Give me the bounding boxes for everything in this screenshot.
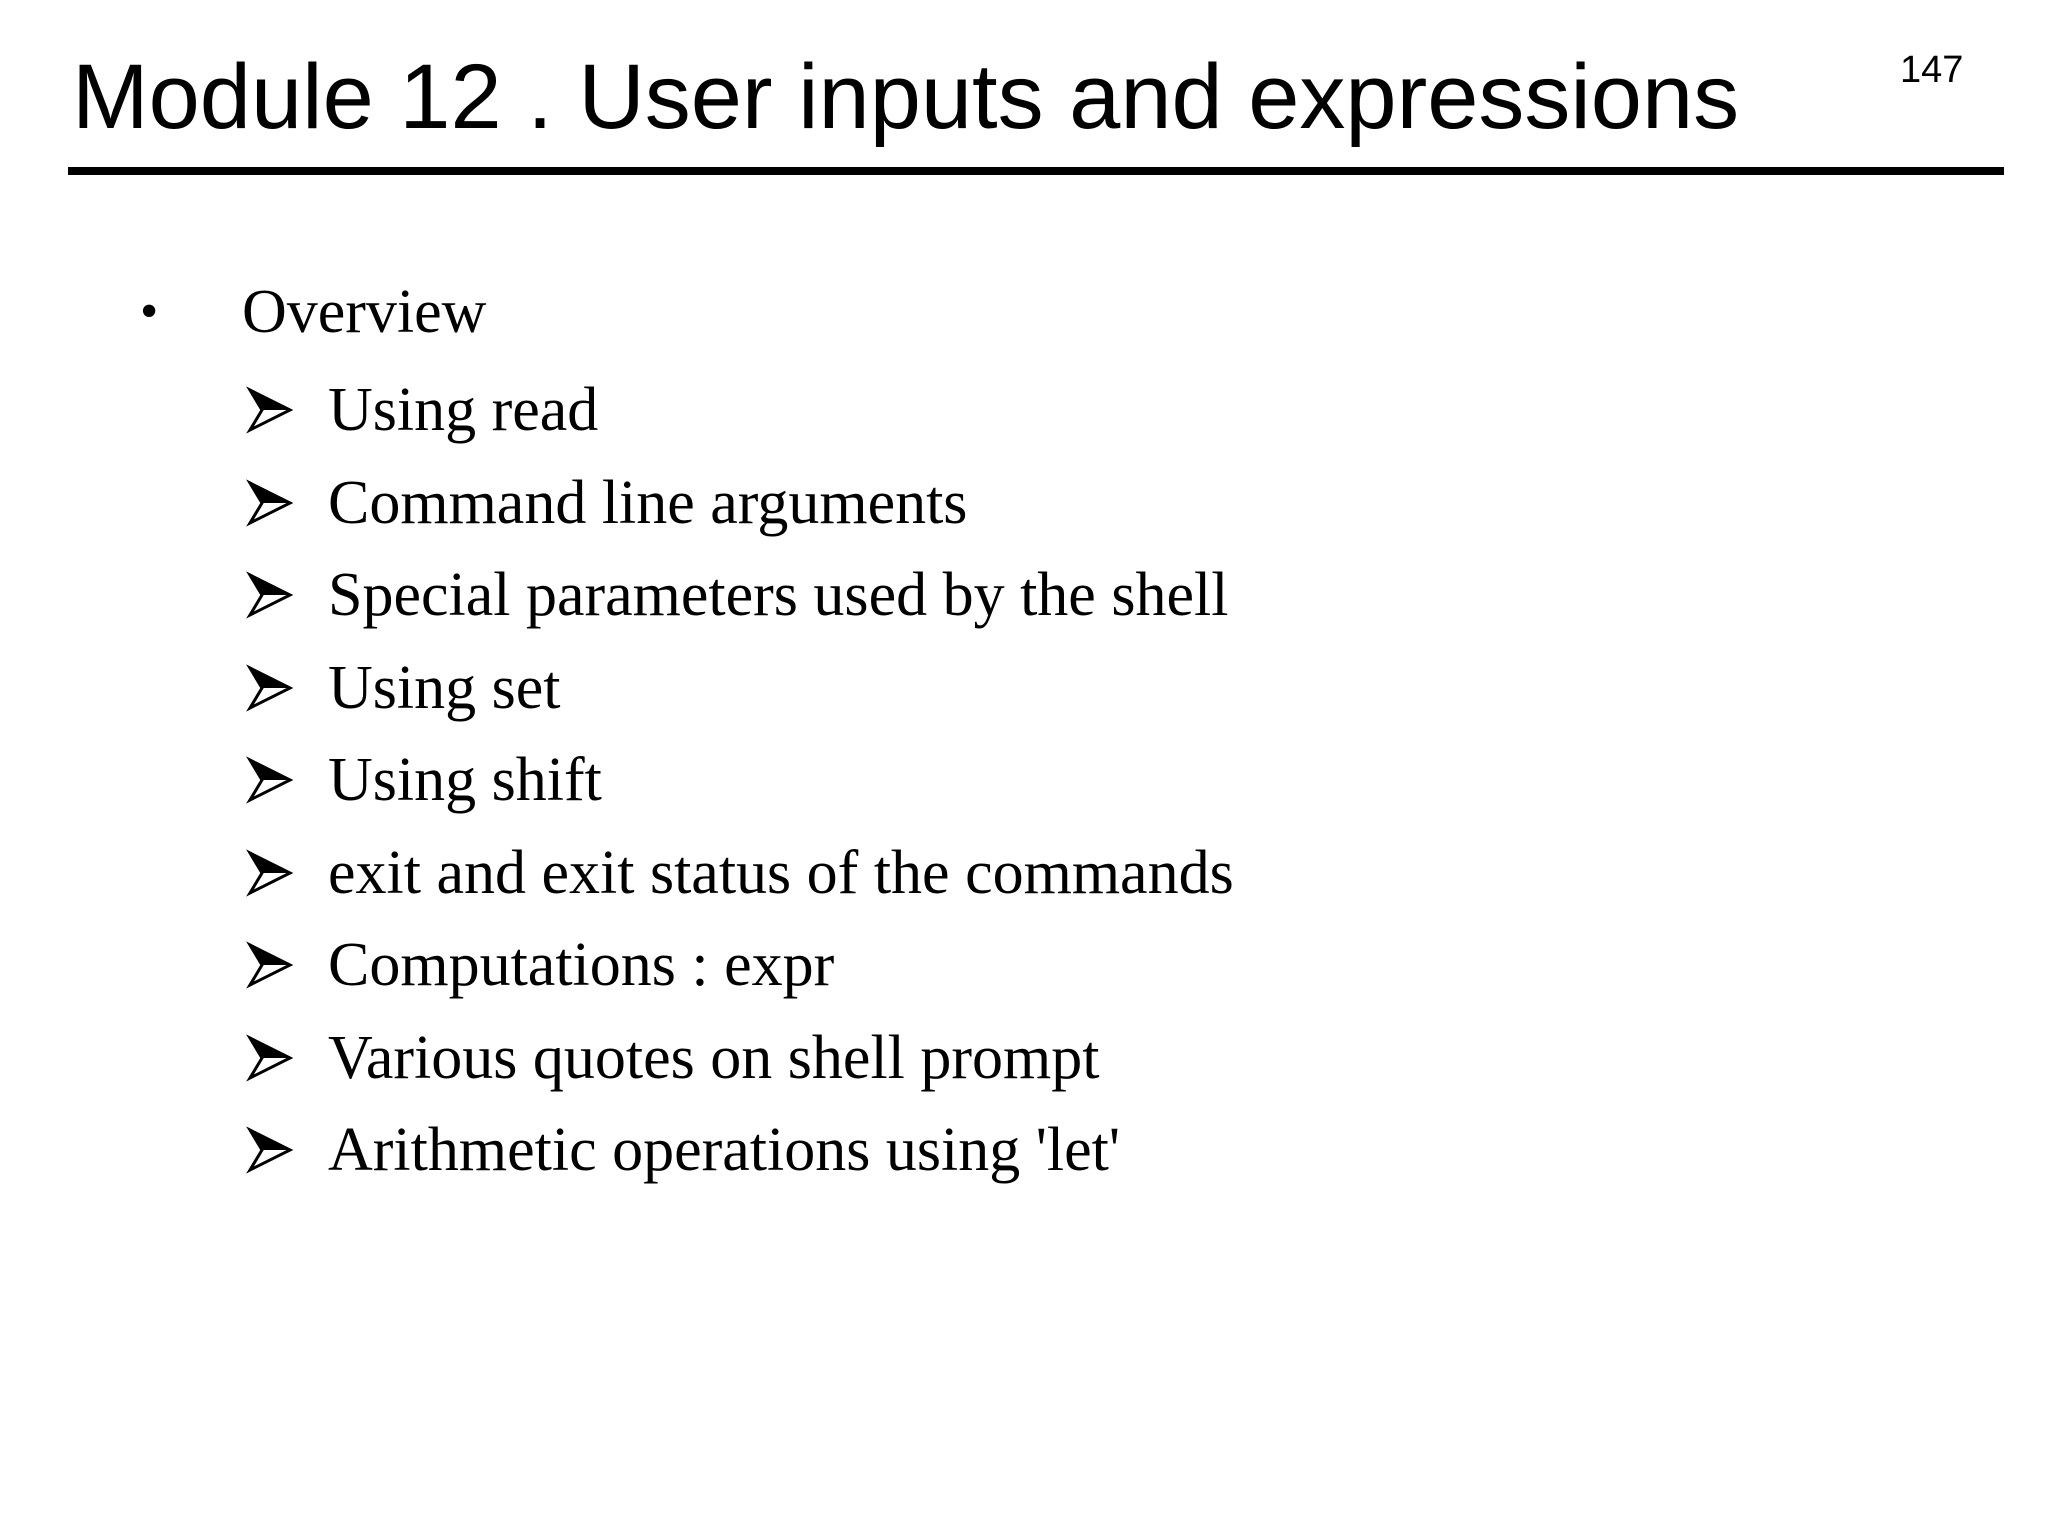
title-divider [68, 167, 2004, 175]
arrow-bullet-icon [246, 833, 328, 913]
sub-list-item-label: Using shift [328, 746, 602, 815]
sub-bullet-list [246, 364, 1234, 1197]
arrow-bullet-icon [246, 740, 328, 820]
arrow-bullet-icon [246, 648, 328, 728]
sub-list-item-label: exit and exit status of the commands [328, 838, 1234, 907]
arrow-bullet-icon [246, 370, 328, 450]
sub-list-item-label: Using set [328, 653, 561, 722]
sub-list-item-label: Using read [328, 376, 599, 445]
bullet-label: Overview [242, 278, 487, 346]
arrow-bullet-icon [246, 555, 328, 635]
sub-list-item-label: Various quotes on shell prompt [328, 1023, 1100, 1092]
slide-title: Module 12 . User inputs and expressions [72, 46, 1740, 148]
sub-list-item [246, 827, 1234, 920]
sub-list-item-label: Computations : expr [328, 931, 835, 1000]
sub-list-item-label: Special parameters used by the shell [328, 561, 1229, 630]
sub-list-item-label: Arithmetic operations using 'let' [328, 1116, 1121, 1185]
sub-list-item [246, 457, 1234, 550]
sub-list-item [246, 364, 1234, 457]
sub-list-item-label: Command line arguments [328, 468, 968, 537]
sub-list-item [246, 1104, 1234, 1197]
arrow-bullet-icon [246, 1110, 328, 1190]
arrow-bullet-icon [246, 1018, 328, 1098]
sub-list-item [246, 734, 1234, 827]
bullet-dot-icon: • [140, 283, 159, 340]
arrow-bullet-icon [246, 463, 328, 543]
arrow-bullet-icon [246, 925, 328, 1005]
sub-list-item [246, 642, 1234, 735]
sub-list-item [246, 549, 1234, 642]
page-number: 147 [1900, 49, 1964, 91]
bullet-item-overview [140, 272, 486, 352]
sub-list-item [246, 919, 1234, 1012]
sub-list-item [246, 1012, 1234, 1105]
